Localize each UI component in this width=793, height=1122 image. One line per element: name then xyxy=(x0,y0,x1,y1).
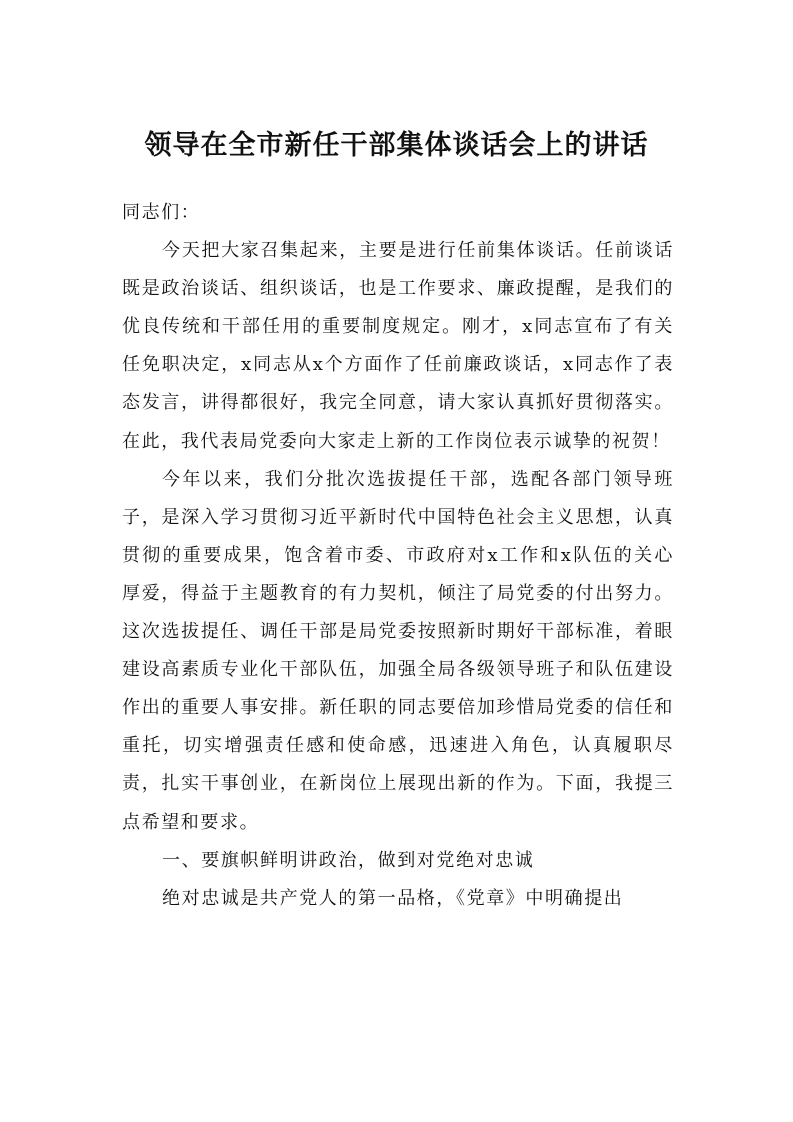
paragraph-opening: 今天把大家召集起来，主要是进行任前集体谈话。任前谈话既是政治谈话、组织谈话，也是工作要求、廉政提醒，是我们的优良传统和干部任用的重要制度规定。刚才，x同志宣布了有关任免职决定，x同志从x个方面作了任前廉政谈话，x同志作了表态发言，讲得都很好，我完全同意，请大家认真抓好贯彻落实。在此，我代表局党委向大家走上新的工作岗位表示诚挚的祝贺！ xyxy=(122,240,674,452)
document-title: 领导在全市新任干部集体谈话会上的讲话 xyxy=(144,130,649,161)
section-heading-1: 一、要旗帜鲜明讲政治，做到对党绝对忠诚 xyxy=(162,849,535,871)
document-body xyxy=(122,194,674,918)
paragraph-background: 今年以来，我们分批次选拔提任干部，选配各部门领导班子，是深入学习贯彻习近平新时代中国特色社会主义思想，认真贯彻的重要成果，饱含着市委、市政府对x工作和x队伍的关心厚爱，得益于主题教育的有力契机，倾注了局党委的付出努力。这次选拔提任、调任干部是局党委按照新时期好干部标准，着眼建设高素质专业化干部队伍，加强全局各级领导班子和队伍建设作出的重要人事安排。新任职的同志要倍加珍惜局党委的信任和重托，切实增强责任感和使命感，迅速进入角色，认真履职尽责，扎实干事创业，在新岗位上展现出新的作为。下面，我提三点希望和要求。 xyxy=(122,468,674,833)
paragraph-section-1: 绝对忠诚是共产党人的第一品格，《党章》中明确提出 xyxy=(162,887,624,909)
salutation: 同志们： xyxy=(122,202,201,223)
